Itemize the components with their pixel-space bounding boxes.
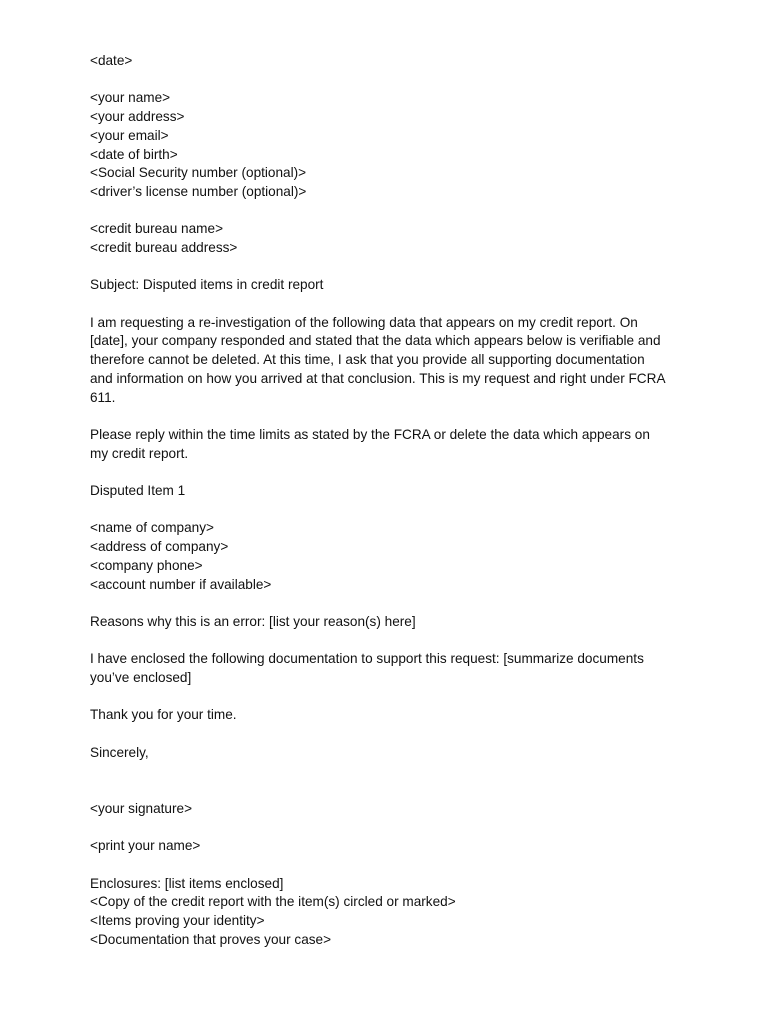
recipient-block bbox=[90, 220, 690, 257]
company-phone: <company phone> bbox=[90, 557, 203, 573]
recipient-address: <credit bureau address> bbox=[90, 240, 238, 255]
letter-date: <date> bbox=[90, 53, 133, 68]
sender-block bbox=[90, 89, 690, 201]
print-name-line: <print your name> bbox=[90, 838, 201, 854]
reasons-block bbox=[90, 613, 690, 632]
body-paragraph-1-line: [date], your company responded and stated that the data which appears below is verifiable and bbox=[90, 333, 661, 349]
closing-line: Sincerely, bbox=[90, 744, 149, 760]
print-name-block bbox=[90, 837, 690, 856]
sender-name: <your name> bbox=[90, 90, 171, 106]
date-block bbox=[90, 52, 690, 71]
body-paragraph-1 bbox=[90, 314, 690, 408]
disputed-item-heading: Disputed Item 1 bbox=[90, 483, 186, 499]
account-number: <account number if available> bbox=[90, 576, 272, 592]
subject-line: Subject: Disputed items in credit report bbox=[90, 277, 324, 293]
subject-block bbox=[90, 276, 690, 295]
enclosure-item: <Documentation that proves your case> bbox=[90, 931, 332, 947]
thanks-block bbox=[90, 706, 690, 725]
enclosure-item: <Copy of the credit report with the item(s) circled or marked> bbox=[90, 894, 456, 910]
disputed-item-heading-block bbox=[90, 482, 690, 501]
closing-block bbox=[90, 744, 690, 763]
thanks-line: Thank you for your time. bbox=[90, 707, 237, 723]
signature-block bbox=[90, 800, 690, 819]
sender-ssn: <Social Security number (optional)> bbox=[90, 165, 307, 181]
sender-date-of-birth: <date of birth> bbox=[90, 146, 178, 162]
sender-email: <your email> bbox=[90, 127, 169, 143]
documentation-line: I have enclosed the following documentation to support this request: [summarize documents bbox=[90, 651, 644, 667]
body-paragraph-1-line: therefore cannot be deleted. At this time, I ask that you provide all supporting documentation bbox=[90, 352, 645, 368]
documentation-block bbox=[90, 650, 690, 687]
letter-document bbox=[90, 52, 690, 950]
body-paragraph-1-line: 611. bbox=[90, 389, 116, 405]
body-paragraph-1-line: I am requesting a re-investigation of the following data that appears on my credit report. On bbox=[90, 314, 638, 330]
recipient-name: <credit bureau name> bbox=[90, 221, 224, 237]
reasons-line: Reasons why this is an error: [list your reason(s) here] bbox=[90, 613, 416, 629]
disputed-item-details bbox=[90, 519, 690, 594]
sender-drivers-license: <driver’s license number (optional)> bbox=[90, 183, 307, 199]
sender-address: <your address> bbox=[90, 109, 185, 125]
signature-line: <your signature> bbox=[90, 800, 193, 816]
company-name: <name of company> bbox=[90, 520, 214, 536]
enclosure-item: <Items proving your identity> bbox=[90, 913, 265, 929]
body-paragraph-2 bbox=[90, 426, 690, 463]
body-paragraph-2-line: Please reply within the time limits as stated by the FCRA or delete the data which appears on bbox=[90, 426, 650, 442]
enclosures-heading: Enclosures: [list items enclosed] bbox=[90, 875, 284, 891]
body-paragraph-2-line: my credit report. bbox=[90, 445, 189, 461]
documentation-line: you’ve enclosed] bbox=[90, 670, 192, 686]
body-paragraph-1-line: and information on how you arrived at that conclusion. This is my request and right under FCRA bbox=[90, 370, 666, 386]
signature-space bbox=[90, 763, 690, 800]
enclosures-block bbox=[90, 875, 690, 950]
company-address: <address of company> bbox=[90, 539, 229, 555]
